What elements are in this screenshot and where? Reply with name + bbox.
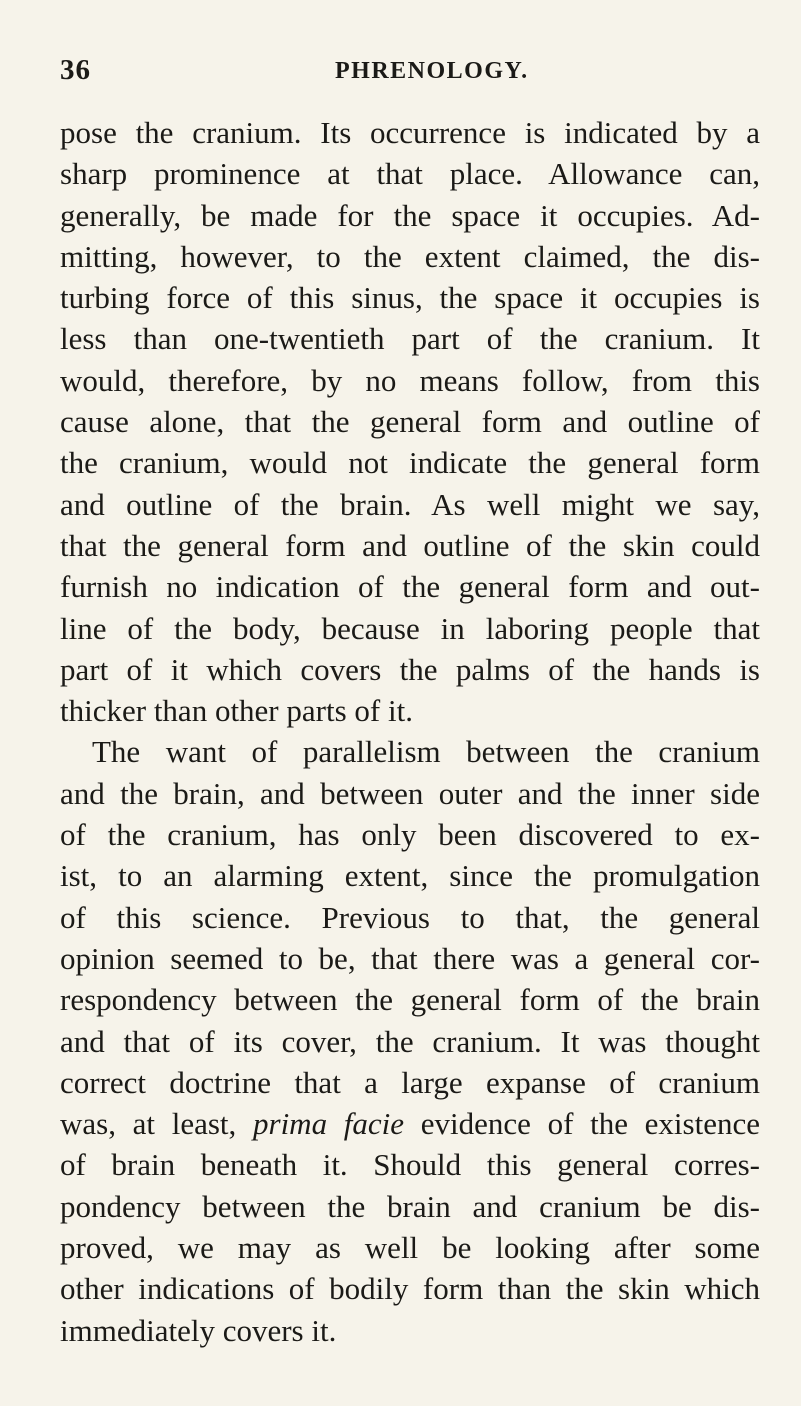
text-line xyxy=(60,1021,760,1062)
text-segment: mitting, however, to the extent claimed, the dis- xyxy=(60,238,760,274)
text-line xyxy=(60,1062,760,1103)
text-segment: proved, we may as well be looking after some xyxy=(60,1230,760,1266)
text-segment: evidence of the existence xyxy=(404,1106,760,1142)
text-line xyxy=(60,855,760,896)
text-line xyxy=(60,1268,760,1309)
text-line xyxy=(60,938,760,979)
text-line xyxy=(60,318,760,359)
text-line xyxy=(60,1103,760,1144)
text-segment: generally, be made for the space it occupies. Ad- xyxy=(60,197,760,233)
text-line xyxy=(60,608,760,649)
text-line xyxy=(60,1186,760,1227)
text-segment: the cranium, would not indicate the general form xyxy=(60,445,760,481)
text-segment: part of it which covers the palms of the hands is xyxy=(60,651,760,687)
text-line xyxy=(60,525,760,566)
text-segment: opinion seemed to be, that there was a general cor- xyxy=(60,940,760,976)
text-line xyxy=(60,649,760,690)
text-line xyxy=(60,1310,760,1351)
body-text xyxy=(60,112,760,1351)
text-segment: of the cranium, has only been discovered to ex- xyxy=(60,817,760,853)
running-header xyxy=(60,54,760,94)
text-segment: cause alone, that the general form and outline of xyxy=(60,404,760,440)
text-segment: respondency between the general form of the brain xyxy=(60,982,760,1018)
text-segment: sharp prominence at that place. Allowance can, xyxy=(60,156,760,192)
text-segment: correct doctrine that a large expanse of cranium xyxy=(60,1064,760,1100)
text-line xyxy=(60,1227,760,1268)
text-line xyxy=(60,897,760,938)
text-segment: and the brain, and between outer and the inner side xyxy=(60,775,760,811)
text-segment: line of the body, because in laboring people that xyxy=(60,610,760,646)
text-line xyxy=(60,442,760,483)
text-line xyxy=(60,1144,760,1185)
text-line xyxy=(60,773,760,814)
text-line xyxy=(60,360,760,401)
text-line xyxy=(60,814,760,855)
text-line xyxy=(60,731,760,772)
text-segment: would, therefore, by no means follow, from this xyxy=(60,362,760,398)
text-segment: The want of parallelism between the cranium xyxy=(92,734,760,770)
page-number: 36 xyxy=(60,54,91,86)
text-segment: turbing force of this sinus, the space it occupies is xyxy=(60,280,760,316)
text-segment: pose the cranium. Its occurrence is indicated by a xyxy=(60,115,760,150)
text-line xyxy=(60,979,760,1020)
text-line xyxy=(60,153,760,194)
text-line xyxy=(60,401,760,442)
text-line xyxy=(60,566,760,607)
text-line xyxy=(60,484,760,525)
text-line xyxy=(60,112,760,153)
text-segment: was, at least, xyxy=(60,1106,253,1142)
text-segment: pondency between the brain and cranium be dis- xyxy=(60,1188,760,1224)
text-segment: of this science. Previous to that, the general xyxy=(60,899,760,935)
text-segment: that the general form and outline of the skin could xyxy=(60,527,760,563)
text-line xyxy=(60,277,760,318)
running-title: PHRENOLOGY. xyxy=(335,58,529,84)
text-segment: other indications of bodily form than the skin which xyxy=(60,1271,760,1307)
text-line xyxy=(60,236,760,277)
text-segment: ist, to an alarming extent, since the promulgation xyxy=(60,858,760,894)
text-segment: of brain beneath it. Should this general corres- xyxy=(60,1147,760,1183)
text-segment: less than one-twentieth part of the cranium. It xyxy=(60,321,760,357)
text-line xyxy=(60,195,760,236)
text-segment: and outline of the brain. As well might we say, xyxy=(60,486,760,522)
text-segment: and that of its cover, the cranium. It was thought xyxy=(60,1023,760,1059)
italic-phrase: prima facie xyxy=(253,1106,405,1142)
text-segment: thicker than other parts of it. xyxy=(60,693,413,729)
text-segment: immediately covers it. xyxy=(60,1312,337,1348)
text-line xyxy=(60,690,760,731)
text-segment: furnish no indication of the general form and out- xyxy=(60,569,760,605)
